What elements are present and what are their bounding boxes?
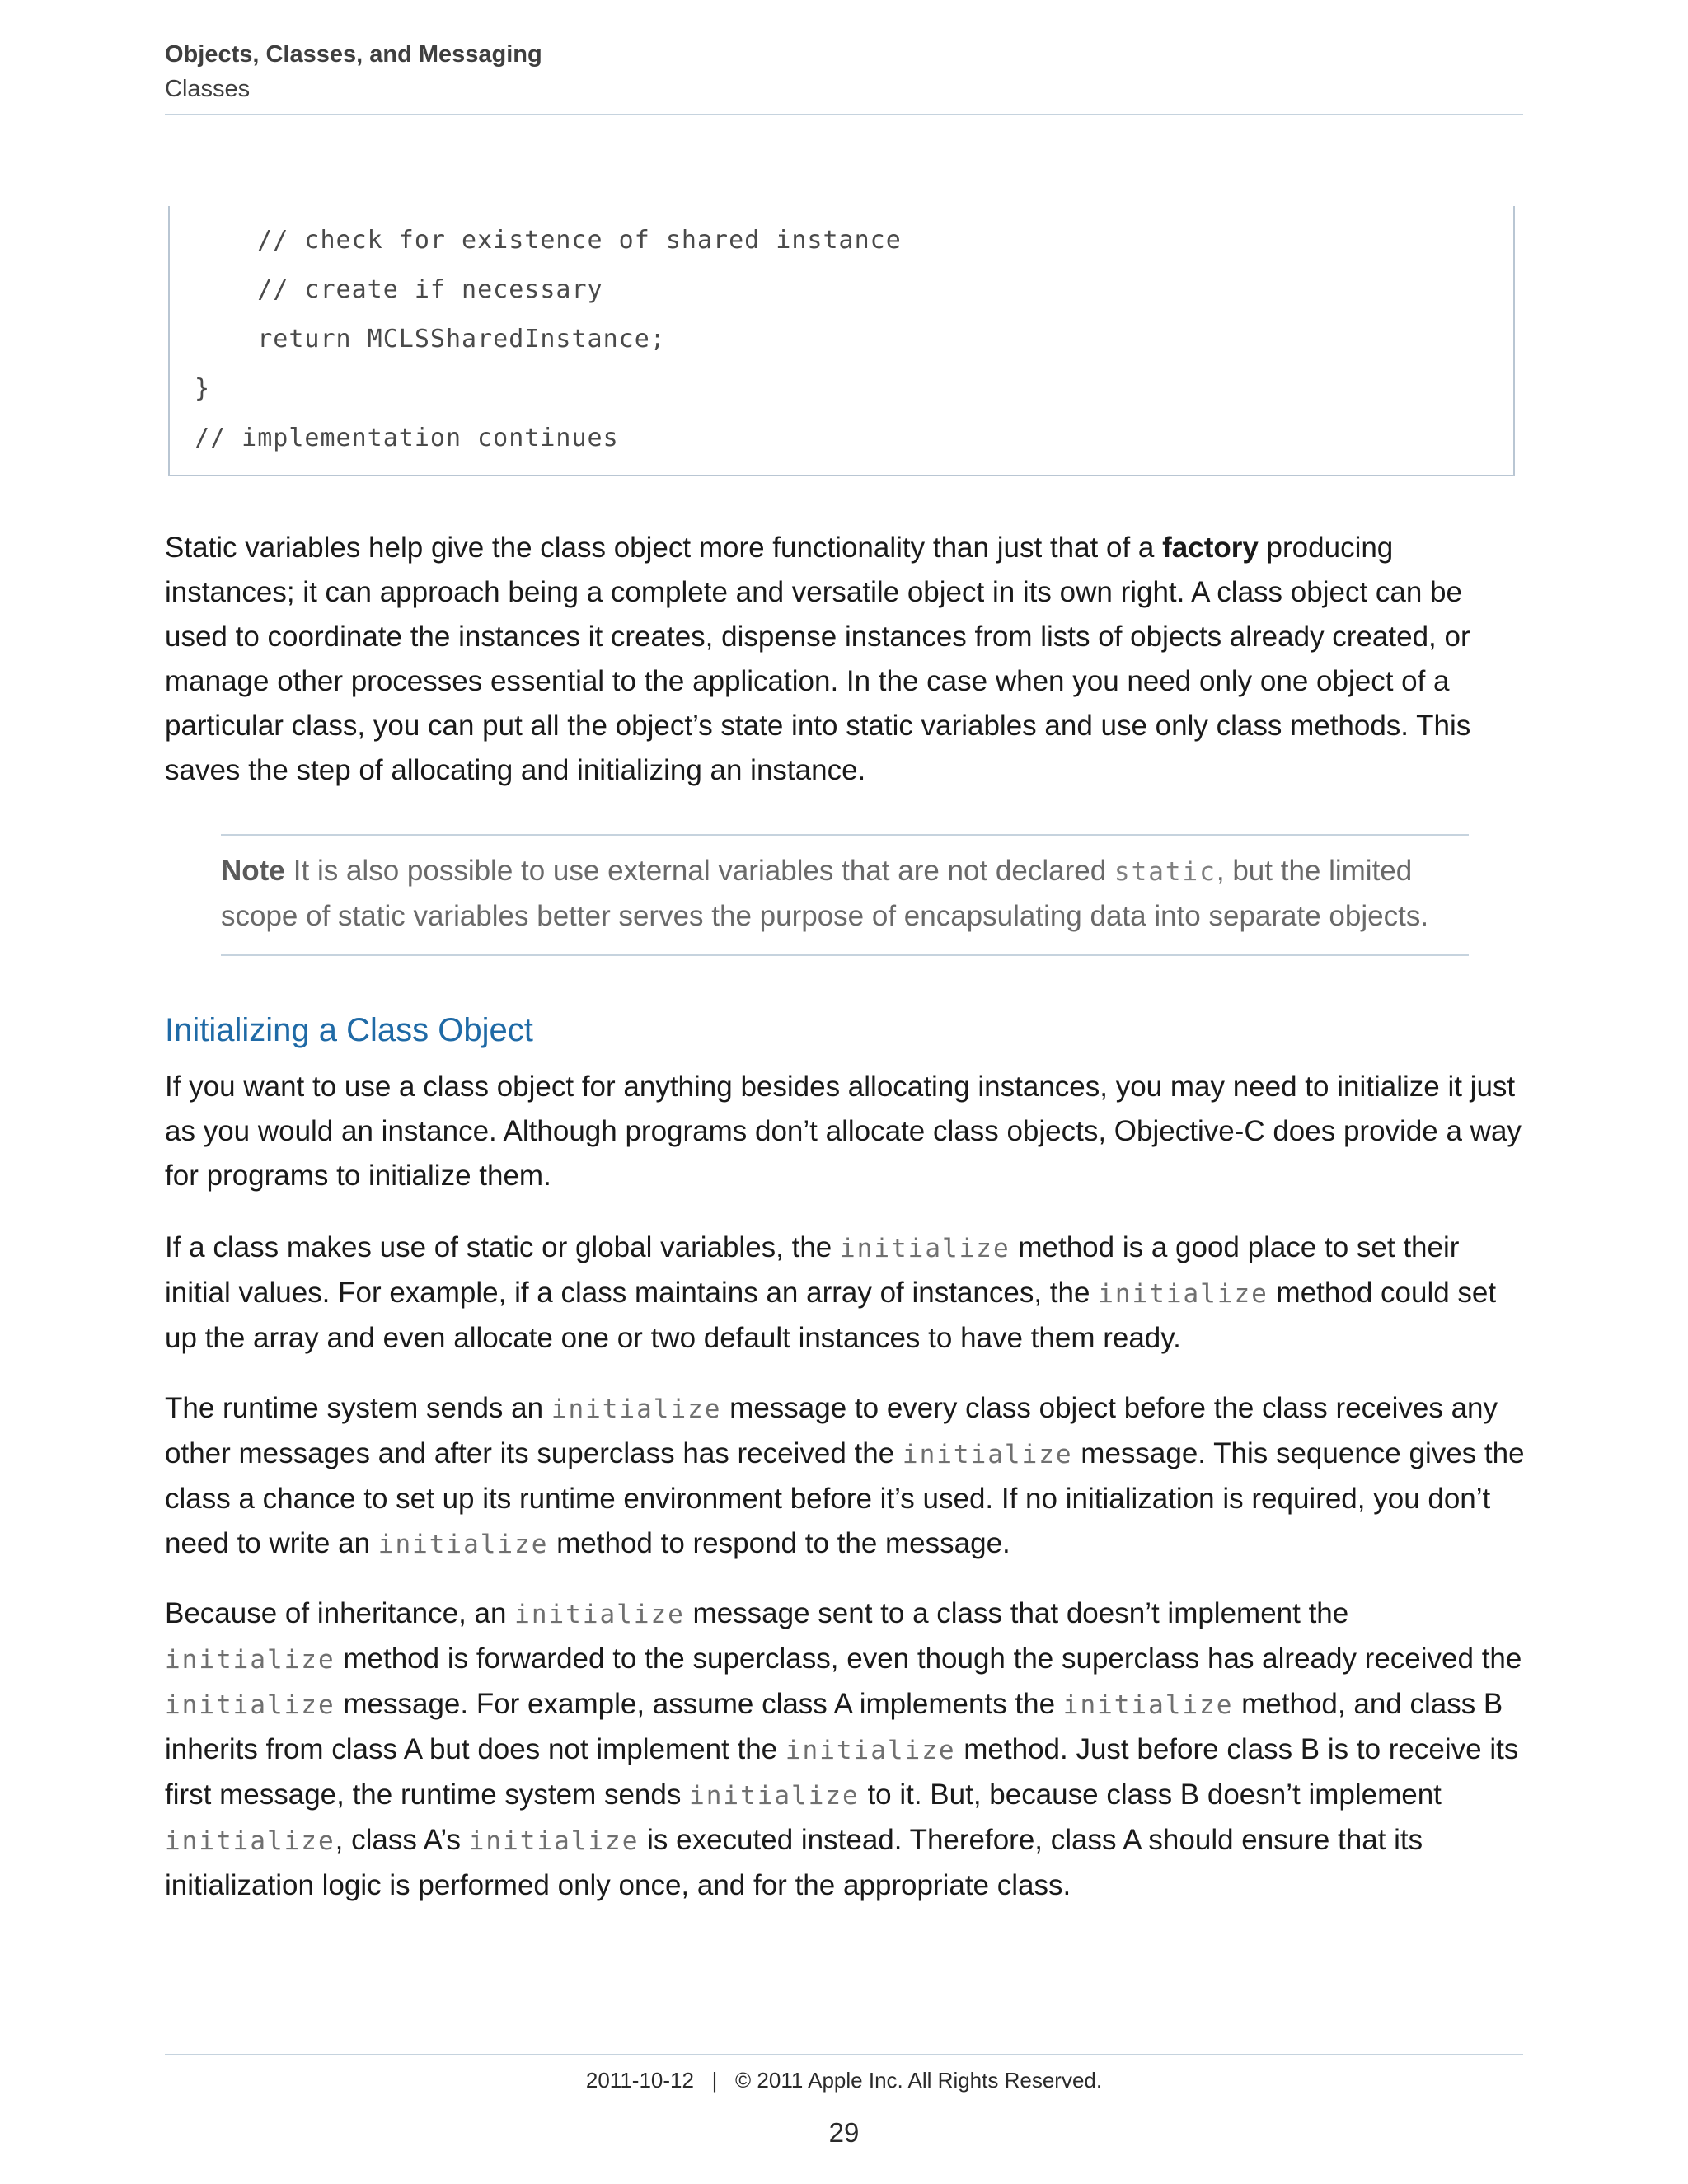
paragraph-runtime-system: The runtime system sends an initialize message to every class object before the class receives any other messages and after its superclass has received the initialize message. This sequence gives the class a chance to set up its runtime environment before it’s used. If no initialization is required, you don’t need to write an initialize method to respond to the message. <box>165 1392 1525 1559</box>
code-static: static <box>1114 857 1217 887</box>
note-box <box>221 834 1469 956</box>
page-header <box>165 38 1523 105</box>
code-line: return MCLSSharedInstance; <box>195 325 666 354</box>
chapter-title: Objects, Classes, and Messaging <box>165 41 542 68</box>
term-factory: factory <box>1162 532 1259 564</box>
code-line: // create if necessary <box>195 275 603 304</box>
code-listing <box>168 206 1515 476</box>
footer-copyright: 2011-10-12 | © 2011 Apple Inc. All Rights Reserved. <box>585 2068 1103 2093</box>
code-line: } <box>195 374 211 403</box>
paragraph-inheritance: Because of inheritance, an initialize message sent to a class that doesn’t implement the initialize method is forwarded to the superclass, even though the superclass has already received the initialize message. For example, assume class A implements the initialize method, and class B inherits from class A but does not implement the initialize method. Just before class B is to receive its first message, the runtime system sends initialize to it. But, because class B doesn’t implement initialize, class A’s initialize is executed instead. Therefore, class A should ensure that its initialization logic is performed only once, and for the appropriate class. <box>165 1597 1522 1901</box>
page-number: 29 <box>828 2117 860 2148</box>
code-line: // implementation continues <box>195 424 619 452</box>
note-text: Note It is also possible to use external variables that are not declared static, but the limited scope of static variables better serves the purpose of encapsulating data into separate objects. <box>221 855 1429 932</box>
note-label: Note <box>221 855 285 887</box>
section-title: Classes <box>165 76 251 102</box>
footer-divider <box>165 2054 1523 2055</box>
section-heading: Initializing a Class Object <box>165 1012 533 1048</box>
paragraph-static-global: If a class makes use of static or global variables, the initialize method is a good place to set their initial values. For example, if a class maintains an array of instances, the initialize method could set up the array and even allocate one or two default instances to have them ready. <box>165 1231 1497 1354</box>
paragraph-initializing-intro: If you want to use a class object for anything besides allocating instances, you may need to initialize it just as you would an instance. Although programs don’t allocate class objects, Objective-C does provide a way for programs to initialize them. <box>165 1071 1522 1192</box>
paragraph-static-variables: Static variables help give the class object more functionality than just that of a factory producing instances; it can approach being a complete and versatile object in its own right. A class object can be used to coordinate the instances it creates, dispense instances from lists of objects already created, or manage other processes essential to the application. In the case when you need only one object of a particular class, you can put all the object’s state into static variables and use only class methods. This saves the step of allocating and initializing an instance. <box>165 532 1471 786</box>
header-divider <box>165 114 1523 115</box>
code-line: // check for existence of shared instance <box>195 226 902 255</box>
